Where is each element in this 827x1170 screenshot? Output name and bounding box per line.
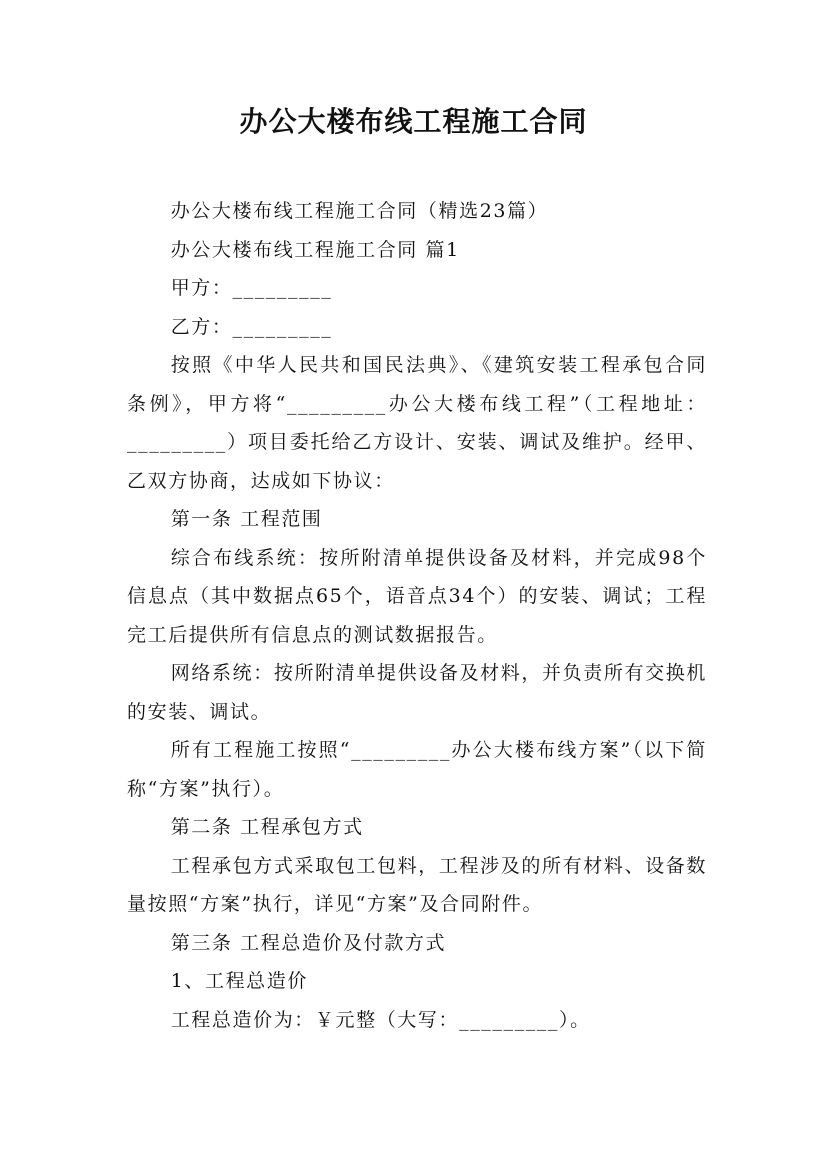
article-1-heading: 第一条 工程范围 <box>170 508 323 530</box>
document-title: 办公大楼布线工程施工合同 <box>239 105 588 138</box>
paragraph-preamble: 按照《中华人民共和国民法典》、《建筑安装工程承包合同条例》，甲方将“_________办公大楼布线工程”（工程地址：_________）项目委托给乙方设计、安装、调试及维护。经甲、乙双方协商，达成如下协议： <box>127 354 707 492</box>
paragraph-party-a: 甲方：_________ <box>170 277 333 299</box>
paragraph-network-system: 网络系统：按所附清单提供设备及材料，并负责所有交换机的安装、调试。 <box>127 662 707 723</box>
paragraph-collection-title: 办公大楼布线工程施工合同（精选23篇） <box>170 200 549 222</box>
paragraph-construction-plan: 所有工程施工按照“_________办公大楼布线方案”（以下简称“方案”执行）。 <box>127 739 707 800</box>
paragraph-contract-method: 工程承包方式采取包工包料，工程涉及的所有材料、设备数量按照“方案”执行，详见“方案”及合同附件。 <box>127 854 707 915</box>
subsection-total-cost-heading: 1、工程总造价 <box>170 970 308 992</box>
paragraph-total-cost: 工程总造价为：￥元整（大写：_________）。 <box>170 1008 591 1031</box>
article-2-heading: 第二条 工程承包方式 <box>170 816 364 838</box>
paragraph-cabling-system: 综合布线系统：按所附清单提供设备及材料，并完成98个信息点（其中数据点65个，语音点34个）的安装、调试；工程完工后提供所有信息点的测试数据报告。 <box>127 546 707 646</box>
paragraph-party-b: 乙方：_________ <box>170 315 333 338</box>
paragraph-section-title: 办公大楼布线工程施工合同 篇1 <box>170 238 460 261</box>
article-3-heading: 第三条 工程总造价及付款方式 <box>170 931 447 954</box>
document-body <box>127 192 707 1039</box>
